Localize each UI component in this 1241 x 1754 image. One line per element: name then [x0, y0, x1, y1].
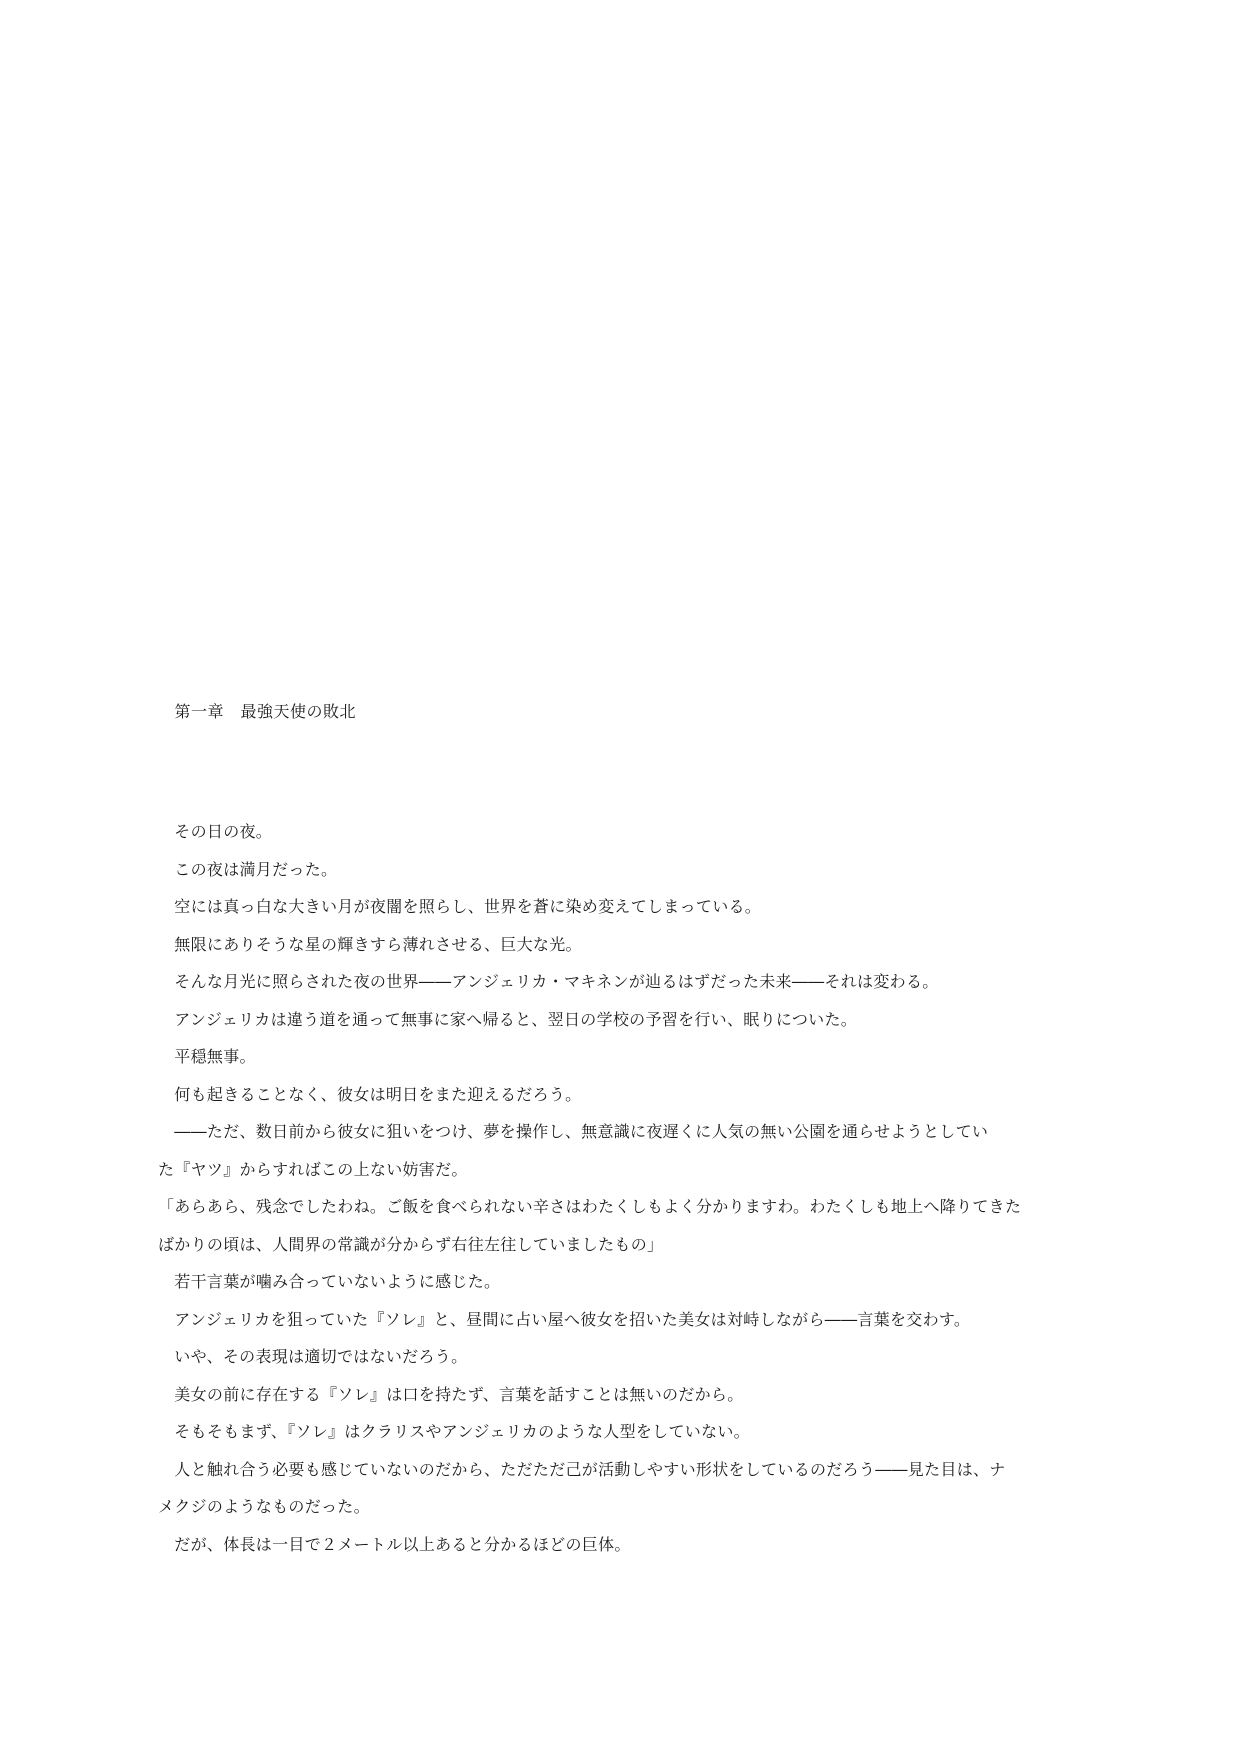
text-line: た『ヤツ』からすればこの上ない妨害だ。	[158, 1159, 468, 1179]
text-line: この夜は満月だった。	[158, 859, 338, 879]
text-line: そんな月光に照らされた夜の世界――アンジェリカ・マキネンが辿るはずだった未来――それは変わる。	[158, 972, 939, 991]
chapter-title: 第一章 最強天使の敗北	[158, 702, 357, 721]
text-line: メクジのようなものだった。	[158, 1497, 370, 1516]
text-line: アンジェリカを狙っていた『ソレ』と、昼間に占い屋へ彼女を招いた美女は対峙しながら――言葉を交わす。	[158, 1309, 971, 1329]
text-line: 人と触れ合う必要も感じていないのだから、ただただ己が活動しやすい形状をしているのだろう――見た目は、ナ	[158, 1459, 1006, 1479]
body-text	[158, 813, 1058, 1563]
text-line: 空には真っ白な大きい月が夜闇を照らし、世界を蒼に染め変えてしまっている。	[158, 897, 762, 916]
text-line: そもそもまず、『ソレ』はクラリスやアンジェリカのような人型をしていない。	[158, 1422, 750, 1441]
text-line: だが、体長は一目で２メートル以上あると分かるほどの巨体。	[158, 1534, 631, 1554]
text-line: ――ただ、数日前から彼女に狙いをつけ、夢を操作し、無意識に夜遅くに人気の無い公園を通らせようとしてい	[158, 1122, 989, 1141]
dialogue-line: ばかりの頃は、人間界の常識が分からず右往左往していましたもの」	[158, 1234, 664, 1254]
dialogue-line: 「あらあら、残念でしたわね。ご飯を食べられない辛さはわたくしもよく分かりますわ。わたくしも地上へ降りてきた	[158, 1197, 1022, 1216]
text-line: 美女の前に存在する『ソレ』は口を持たず、言葉を話すことは無いのだから。	[158, 1384, 744, 1404]
text-line: 無限にありそうな星の輝きすら薄れさせる、巨大な光。	[158, 934, 582, 954]
text-line: いや、その表現は適切ではないだろう。	[158, 1347, 468, 1366]
text-line: その日の夜。	[158, 822, 273, 841]
text-line: 若干言葉が噛み合っていないように感じた。	[158, 1272, 501, 1291]
text-line: 平穏無事。	[158, 1047, 256, 1066]
text-line: アンジェリカは違う道を通って無事に家へ帰ると、翌日の学校の予習を行い、眠りについた。	[158, 1009, 858, 1029]
text-line: 何も起きることなく、彼女は明日をまた迎えるだろう。	[158, 1084, 582, 1104]
